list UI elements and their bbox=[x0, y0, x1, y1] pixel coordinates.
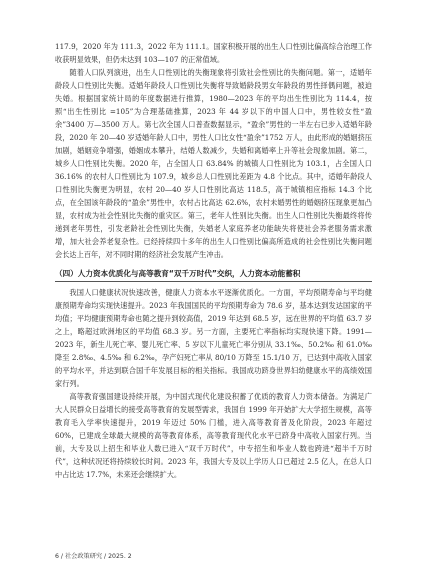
paragraph-2: 随着人口队列演进，出生人口性别比的失衡现象将引致社会性别比的失衡问题。第一，适婚年龄段人口性别比失衡。适婚年龄段人口性别比失衡将导致婚龄段男女年龄段的男性择偶问题，被迫失婚。根据国家统计局的年度数据进行推算，1980—2023 年的平均出生性别比为 114.4，按照“出生性别比 =105”为合理基础推算，2023 年 44 岁以下的中国人口中，男性较女性“盈余”3400 万—3500 万人。第七次全国人口普查数据显示，“盈余”男性的一半左右已步入适婚年龄段，2020 年 20—40 岁适婚年龄人口中，男性人口比女性“盈余”1752 万人，由此形成的婚姻挤压加剧，婚姻竞争增强，婚姻成本攀升，结婚人数减少，失婚和离婚率上升等社会现象加剧。第二，城乡人口性别比失衡。2020 年，占全国人口 63.84% 的城镇人口性别比为 103.1，占全国人口 36.16% 的农村人口性别比为 107.9，城乡总人口性别比差距为 4.8 个比点。其中，适婚年龄段人口性别比失衡更为明显，农村 20—40 岁人口性别比高达 118.5，高于城镇相应指标 14.3 个比点，在全国该年龄段的“盈余”男性中，农村占比高达 62.6%，农村未婚男性的婚姻挤压现象更加凸显，农村成为社会性别比失衡的重灾区。第三，老年人性别比失衡。出生人口性别比失衡最终将传递到老年男性，引发老龄社会性别比失衡，失婚老人家庭养老功能缺失将使社会养老服务需求激增，加大社会养老复杂性。已经持续四十多年的出生人口性别比偏高所造成的社会性别比失衡问题会长达上百年，对不同时期的经济社会发展产生冲击。 bbox=[55, 68, 372, 259]
paragraph-1: 117.9，2020 年为 111.3，2022 年为 111.1。国家积极开展的出生人口性别比偏高综合治理工作收获明显效果，但仍未达到 103—107 的正常值域。 bbox=[55, 42, 373, 64]
section-heading: （四）人力资本优质化与高等教育“双千万时代”交织，人力资本动能蓄积 bbox=[55, 267, 372, 282]
page-body bbox=[55, 40, 372, 481]
paragraph-4: 高等教育强国建设持续开展，为中国式现代化建设积蓄了优质的教育人力资本储备。为满足广大人民群众日益增长的接受高等教育的发展型需求，我国自 1999 年开始扩大大学招生规模，高等教育毛入学率快速提升，2019 年迈过 50% 门槛，进入高等教育普及化阶段，2023 年超过 60%，已建成全球最大规模的高等教育体系，高等教育现代化水平已跻身中高收入国家行列。当前，大专及以上招生和毕业人数已进入“双千万时代”，中专招生和毕业人数也跨进“超半千万时代”，这种状况还将持续较长时间。2023 年，我国大专及以上学历人口已超过 2.5 亿人，在总人口中占比达 17.7%，未来还会继续扩大。 bbox=[55, 392, 372, 479]
paragraph-3: 我国人口健康状况快速改善，健康人力资本水平逐渐优质化。一方面，平均预期寿命与平均健康预期寿命均实现快速提升。2023 年我国国民的平均预期寿命为 78.6 岁，基本达到发达国家的平均值；平均健康预期寿命也随之提升到较高值，2019 年达到 68.5 岁，远在世界的平均值 63.7 岁之上，略超过欧洲地区的平均值 68.3 岁。另一方面，主要死亡率指标均实现快速下降。1991—2023 年，新生儿死亡率、婴儿死亡率、5 岁以下儿童死亡率分别从 33.1‰、50.2‰ 和 61.0‰ 降至 2.8‰、4.5‰ 和 6.2‰，孕产妇死亡率从 80/10 万降至 15.1/10 万，已达到中高收入国家的平均水平，并达到联合国千年发展目标的相关指标。我国成功跻身世界妇幼健康水平的高绩效国家行列。 bbox=[55, 288, 372, 388]
page-footer: 6 / 社会政策研究 / 2025. 2 bbox=[55, 553, 132, 560]
